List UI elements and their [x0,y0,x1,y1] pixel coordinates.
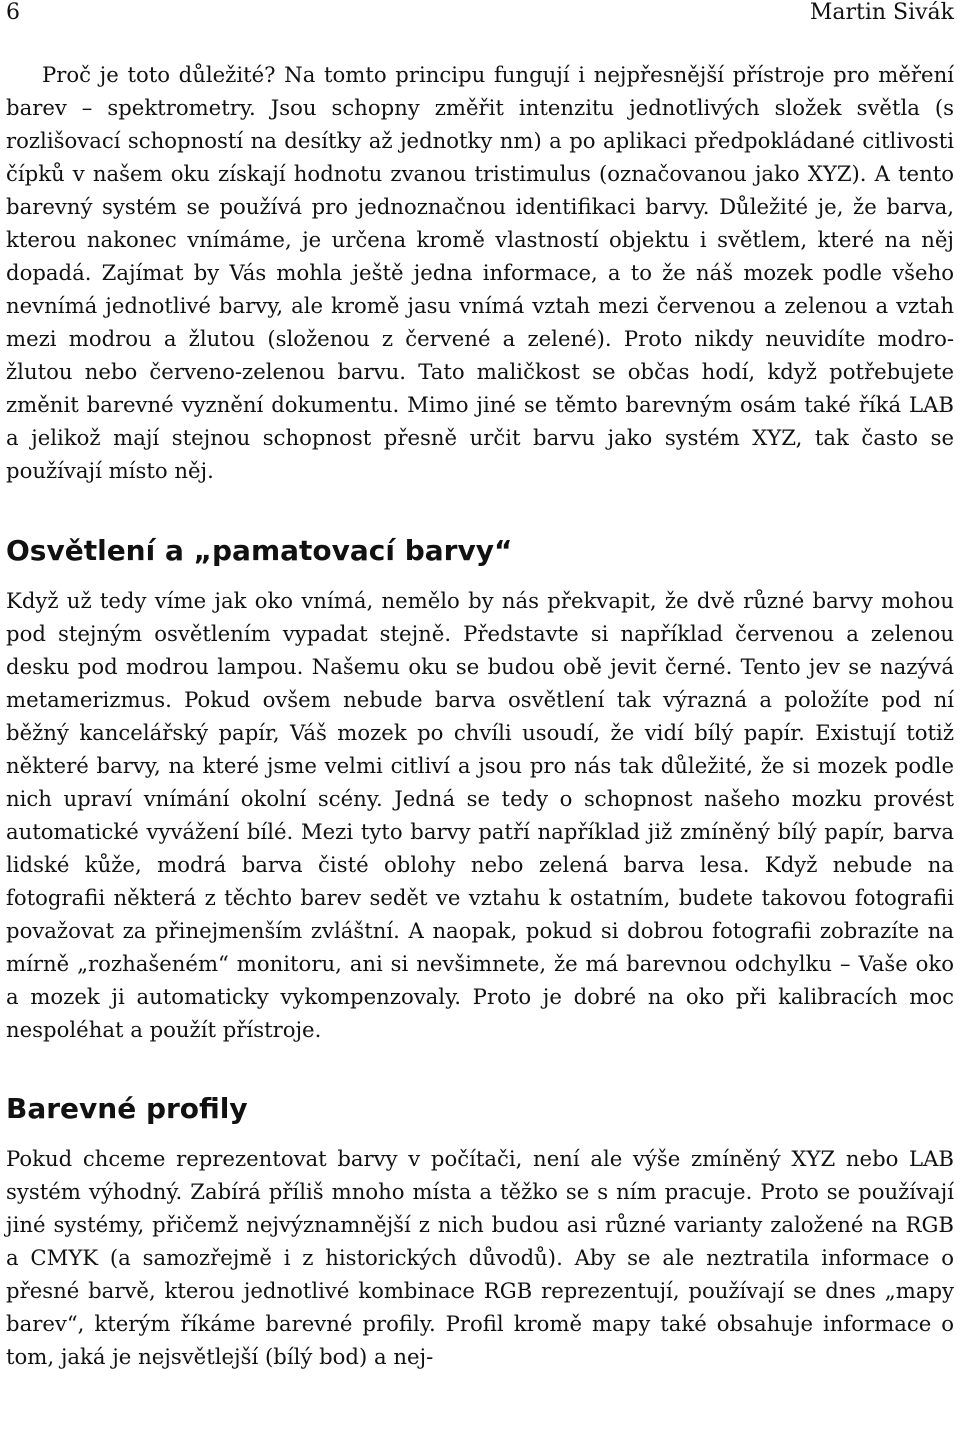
page-header [6,0,954,26]
running-author: Martin Sivák [809,0,954,25]
section-title-color-profiles: Barevné profily [6,1092,248,1125]
paragraph-intro: Proč je toto důležité? Na tomto principu fungují i nejpřesnější přístroje pro měření barev – spektrometry. Jsou schopny změřit intenzitu jednotlivých složek světla (s rozlišovací schopností na desítky až jednotky nm) a po aplikaci předpokládané citlivosti čípků v našem oku získají hodnotu zvanou tristimulus (označovanou jako XYZ). A tento barevný systém se používá pro jednoznačnou identifikaci barvy. Důležité je, že barva, kterou nakonec vnímáme, je určena kromě vlastností objektu i světlem, které na něj dopadá. Zajímat by Vás mohla ještě jedna informace, a to že náš mozek podle všeho nevnímá jednotlivé barvy, ale kromě jasu vnímá vztah mezi červenou a zelenou a vztah mezi modrou a žlutou (složenou z červené a zelené). Proto nikdy neuvidíte modro-žlutou nebo červeno-zelenou barvu. Tato maličkost se občas hodí, když potřebujete změnit barevné vyznění dokumentu. Mimo jiné se těmto barevným osám také říká LAB a jelikož mají stejnou schopnost přesně určit barvu jako systém XYZ, tak často se používají místo něj. [6,62,954,483]
page-number: 6 [6,0,20,25]
paragraph-color-profiles: Pokud chceme reprezentovat barvy v počítači, není ale výše zmíněný XYZ nebo LAB systém výhodný. Zabírá příliš mnoho místa a těžko se s ním pracuje. Proto se používají jiné systémy, přičemž nejvýznamnější z nich budou asi různé varianty založené na RGB a CMYK (a samozřejmě i z historických důvodů). Aby se ale neztratila informace o přesné barvě, kterou jednotlivé kombinace RGB reprezentují, používají se dnes „mapy barev“, kterým říkáme barevné profily. Profil kromě mapy také obsahuje informace o tom, jaká je nejsvětlejší (bílý bod) a nej- [6,1146,954,1369]
section-title-lighting: Osvětlení a „pamatovací barvy“ [6,534,513,567]
paragraph-lighting: Když už tedy víme jak oko vnímá, nemělo by nás překvapit, že dvě různé barvy mohou pod stejným osvětlením vypadat stejně. Představte si například červenou a zelenou desku pod modrou lampou. Našemu oku se budou obě jevit černé. Tento jev se nazývá metamerizmus. Pokud ovšem nebude barva osvětlení tak výrazná a položíte pod ní běžný kancelářský papír, Váš mozek po chvíli usoudí, že vidí bílý papír. Existují totiž některé barvy, na které jsme velmi citliví a jsou pro nás tak důležité, že si mozek podle nich upraví vnímání okolní scény. Jedná se tedy o schopnost našeho mozku provést automatické vyvážení bílé. Mezi tyto barvy patří například již zmíněný bílý papír, barva lidské kůže, modrá barva čisté oblohy nebo zelená barva lesa. Když nebude na fotografii některá z těchto barev sedět ve vztahu k ostatním, budete takovou fotografii považovat za přinejmenším zvláštní. A naopak, pokud si dobrou fotografii zobrazíte na mírně „rozhašeném“ monitoru, ani si nevšimnete, že má barevnou odchylku – Vaše oko a mozek ji automaticky vykompenzovaly. Proto je dobré na oko při kalibracích moc nespoléhat a použít přístroje. [6,588,954,1042]
